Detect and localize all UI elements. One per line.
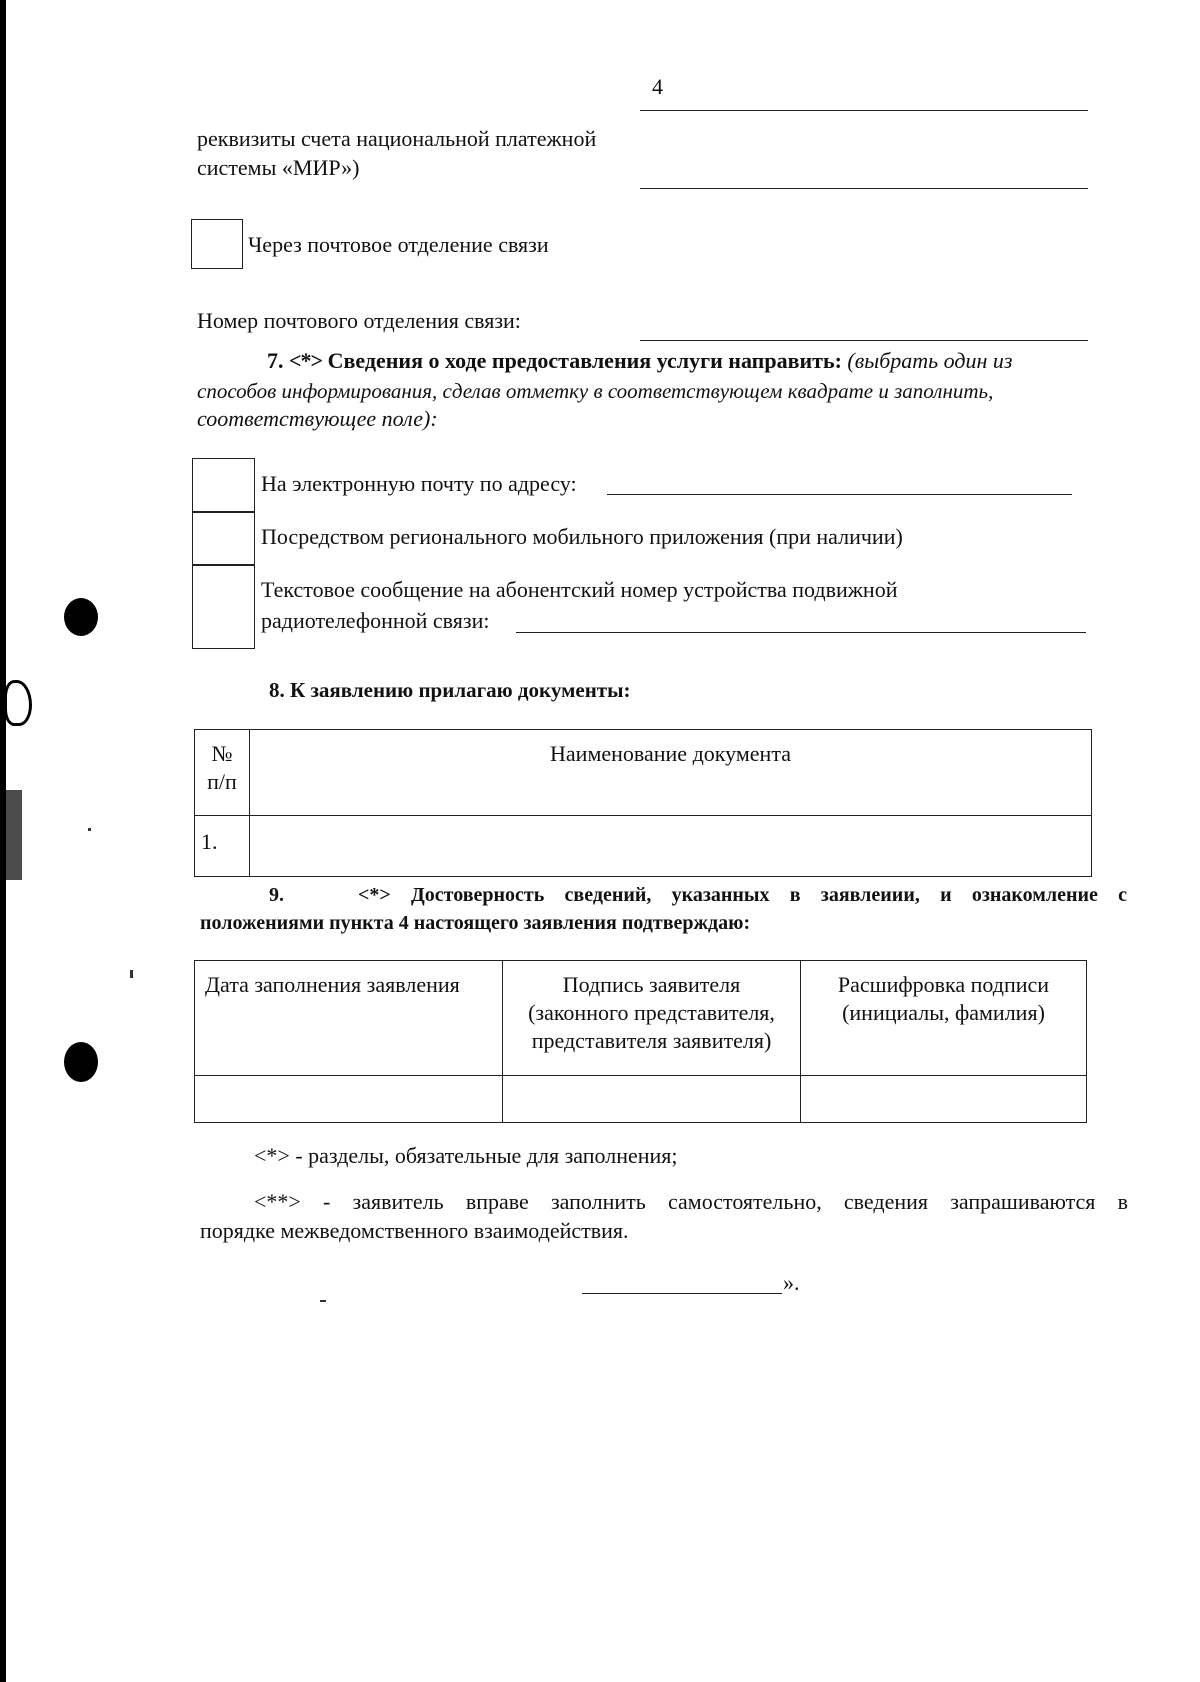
column-header-date: Дата заполнения заявления — [195, 961, 503, 1076]
column-header-signature-decode-line-1: Расшифровка подписи — [837, 972, 1050, 997]
section-8-title: 8. К заявлению прилагаю документы: — [269, 678, 631, 702]
closing-quote: ». — [783, 1270, 800, 1295]
requisites-line-1: реквизиты счета национальной платежной — [197, 126, 597, 151]
column-header-number — [195, 730, 250, 816]
option-email-label: На электронную почту по адресу: — [261, 471, 577, 496]
signature-table-header — [195, 961, 1087, 1076]
option-app-label: Посредством регионального мобильного приложения (при наличии) — [261, 524, 903, 549]
section-9-text-line-2: положениями пункта 4 настоящего заявления подтверждаю: — [200, 912, 751, 934]
option-sms-line-2: радиотелефонной связи: — [261, 608, 490, 633]
table-row — [195, 1076, 1087, 1123]
column-header-signature-line-1: Подпись заявителя — [562, 972, 741, 997]
email-address-field[interactable] — [607, 494, 1072, 495]
email-checkbox[interactable] — [192, 458, 255, 513]
column-header-signature-line-3: представителя заявителя) — [531, 1028, 772, 1053]
section-7-heading — [197, 346, 1125, 376]
section-9-number: 9. — [269, 884, 284, 906]
app-checkbox[interactable] — [192, 511, 255, 566]
post-office-option-label: Через почтовое отделение связи — [248, 232, 549, 257]
section-7-number: 7. — [267, 348, 284, 373]
scan-edge-mark — [6, 790, 22, 880]
option-sms-line-1: Текстовое сообщение на абонентский номер устройства подвижной — [261, 577, 898, 602]
section-9-text-line-1: <*> Достоверность сведений, указанных в заявлеиии, и ознакомление с — [358, 884, 1127, 906]
column-header-signature-decode-line-2: (инициалы, фамилия) — [842, 1000, 1045, 1025]
column-header-signature — [503, 961, 801, 1076]
punch-hole-mark — [64, 1042, 98, 1082]
footnote-optional-line-2: порядке межведомственного взаимодействия. — [200, 1218, 629, 1243]
post-office-number-field[interactable] — [640, 340, 1088, 341]
requisites-line-2: системы «МИР») — [197, 155, 360, 180]
scan-speck — [320, 1300, 326, 1302]
sms-checkbox[interactable] — [192, 564, 255, 649]
column-header-document-name: Наименование документа — [250, 730, 1092, 816]
scan-edge-mark — [4, 680, 32, 726]
signature-decode-cell[interactable] — [801, 1076, 1087, 1123]
section-7-title: Сведения о ходе предоставления услуги направить: — [327, 348, 842, 373]
punch-hole-mark — [64, 598, 98, 636]
requisites-fill-line — [640, 188, 1088, 189]
required-marker: <*> — [289, 348, 323, 373]
post-office-number-label: Номер почтового отделения связи: — [197, 308, 521, 333]
section-9-line-1 — [197, 880, 1127, 910]
documents-table-header — [195, 730, 1092, 816]
closing-fill-line[interactable] — [582, 1293, 782, 1294]
signature-table — [194, 960, 1087, 1123]
footnote-required: <*> - разделы, обязательные для заполнения; — [254, 1143, 678, 1168]
scan-speck — [88, 828, 91, 831]
document-name-cell[interactable] — [250, 816, 1092, 877]
fill-line — [640, 110, 1088, 111]
documents-table — [194, 729, 1092, 877]
section-7-hint-line-2: способов информирования, сделав отметку в соответствующем квадрате и заполнить, — [197, 379, 994, 403]
phone-number-field[interactable] — [516, 632, 1086, 633]
column-header-signature-line-2: (законного представителя, — [528, 1000, 775, 1025]
post-office-checkbox[interactable] — [191, 219, 243, 269]
column-header-number-line-2: п/п — [207, 769, 237, 794]
column-header-number-line-1: № — [211, 741, 233, 766]
footnote-optional-line-1: <**> - заявитель вправе заполнить самостоятельно, сведения запрашиваются в — [254, 1189, 1128, 1214]
section-7-hint-line-1: (выбрать один из — [847, 348, 1013, 373]
column-header-signature-decode — [801, 961, 1087, 1076]
date-cell[interactable] — [195, 1076, 503, 1123]
scan-speck — [130, 970, 133, 978]
signature-cell[interactable] — [503, 1076, 801, 1123]
page-number: 4 — [652, 74, 663, 99]
section-7-hint-line-3: соответствующее поле): — [197, 406, 438, 431]
table-row — [195, 816, 1092, 877]
row-number-cell: 1. — [195, 816, 250, 877]
